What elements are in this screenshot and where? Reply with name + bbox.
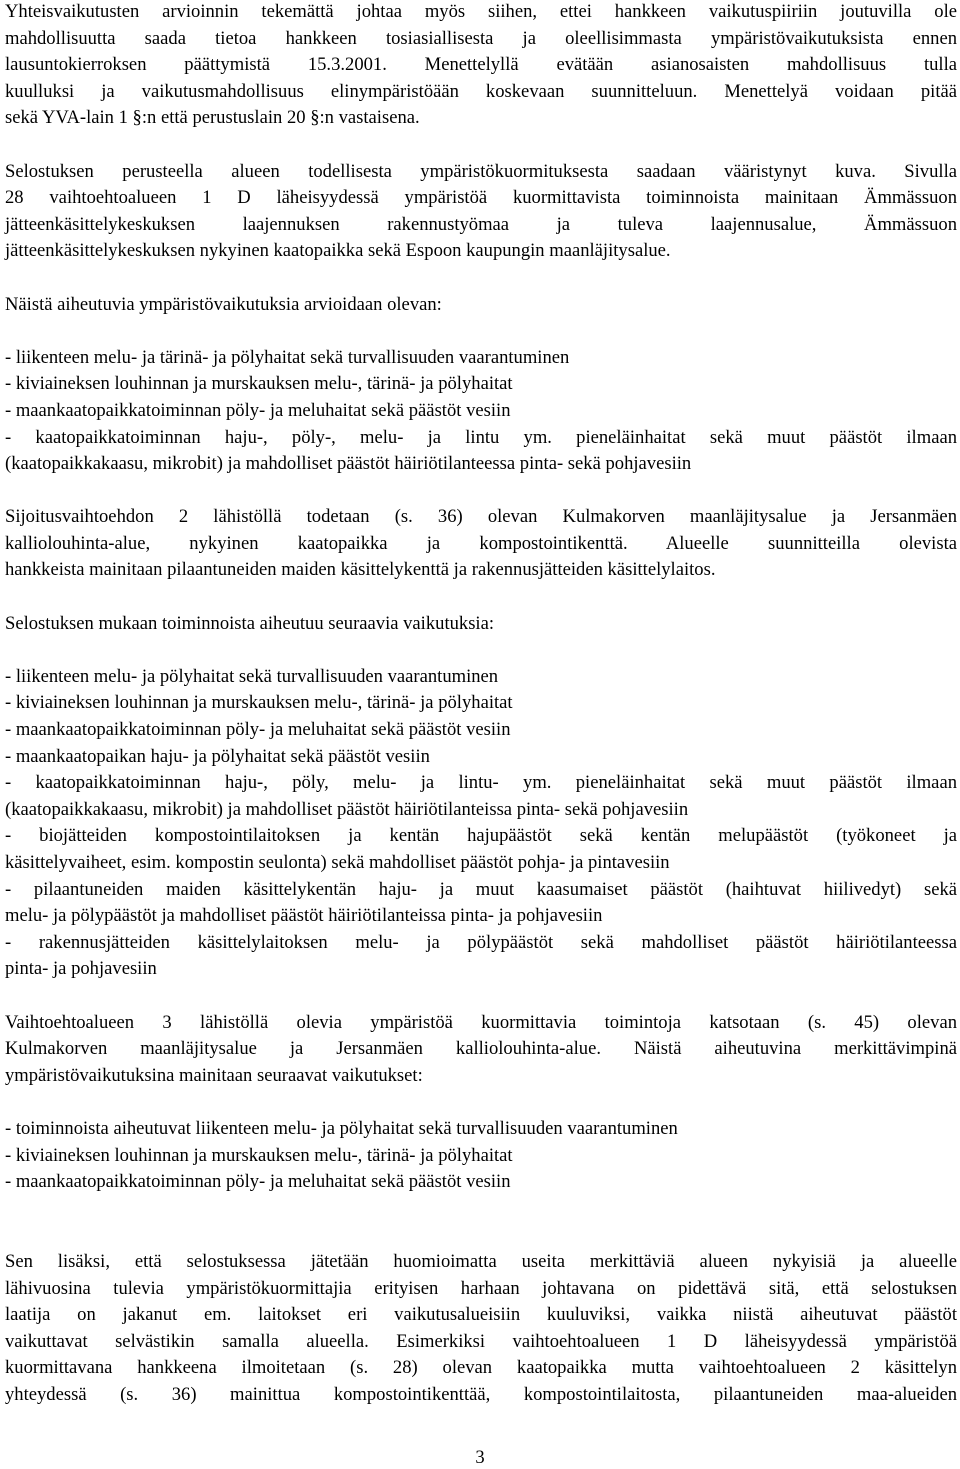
text-line: laatija on jakanut em. laitokset eri vaikutusalueisiin kuuluviksi, vaikka niistä aiheutuvat päästöt <box>5 1304 957 1326</box>
paragraph-sen-lisaksi <box>5 1249 957 1409</box>
list-item: - kaatopaikkatoiminnan haju-, pöly, melu- ja lintu- ym. pieneläinhaitat sekä muut päästöt ilmaan <box>5 772 957 794</box>
list-item: - maankaatopaikkatoiminnan pöly- ja meluhaitat sekä päästöt vesiin <box>5 1171 511 1193</box>
list-item: - pilaantuneiden maiden käsittelykentän haju- ja muut kaasumaiset päästöt (haihtuvat hiilivedyt) sekä <box>5 878 957 900</box>
paragraph-vaihtoehtoalueen-3 <box>5 1010 957 1090</box>
text-line: yhteydessä (s. 36) mainittua kompostointikenttää, kompostointilaitosta, pilaantuneiden maa-alueiden <box>5 1383 957 1405</box>
paragraph-gap <box>5 983 957 1010</box>
paragraph-gap <box>5 1089 957 1116</box>
list-item-continuation: (kaatopaikkakaasu, mikrobit) ja mahdolliset päästöt häiriötilanteessa pinta- sekä pohjavesiin <box>5 453 692 475</box>
list-item-continuation: melu- ja pölypäästöt ja mahdolliset päästöt häiriötilanteissa pinta- ja pohjavesiin <box>5 905 603 927</box>
impact-list-3 <box>5 1116 957 1196</box>
list-item: - maankaatopaikkatoiminnan pöly- ja meluhaitat sekä päästöt vesiin <box>5 719 511 741</box>
impact-list-2 <box>5 664 957 983</box>
list-item: - biojätteiden kompostointilaitoksen ja kentän hajupäästöt sekä kentän melupäästöt (työkoneet ja <box>5 825 957 847</box>
paragraph-naista-aiheutuvia <box>5 292 957 319</box>
list-item: - kaatopaikkatoiminnan haju-, pöly-, melu- ja lintu ym. pieneläinhaitat sekä muut päästöt ilmaan <box>5 426 957 448</box>
paragraph-gap <box>5 132 957 159</box>
text-line: Kulmakorven maanläjitysalue ja Jersanmäen kalliolouhinta-alue. Näistä aiheutuvina merkittävimpinä <box>5 1038 957 1060</box>
text-line: Sen lisäksi, että selostuksessa jätetään huomioimatta useita merkittäviä alueen nykyisiä ja alueelle <box>5 1250 957 1272</box>
list-item: - maankaatopaikan haju- ja pölyhaitat sekä päästöt vesiin <box>5 745 430 767</box>
list-item-continuation: pinta- ja pohjavesiin <box>5 958 157 980</box>
list-item: - rakennusjätteiden käsittelylaitoksen melu- ja pölypäästöt sekä mahdolliset päästöt häiriötilanteessa <box>5 931 957 953</box>
text-line: Yhteisvaikutusten arvioinnin tekemättä johtaa myös siihen, ettei hankkeen vaikutuspiiriin joutuvilla ole <box>5 1 957 22</box>
text-line: Selostuksen mukaan toiminnoista aiheutuu seuraavia vaikutuksia: <box>5 612 495 634</box>
paragraph-sijoitusvaihtoehdon-2 <box>5 504 957 584</box>
paragraph-gap <box>5 265 957 292</box>
text-line: mahdollisuutta saada tietoa hankkeen tosiasiallisesta ja oleellisimmasta ympäristövaikutuksista ennen <box>5 27 957 49</box>
list-item: - kiviaineksen louhinnan ja murskauksen melu-, tärinä- ja pölyhaitat <box>5 692 513 714</box>
text-line: jätteenkäsittelykeskuksen nykyinen kaatopaikka sekä Espoon kaupungin maanläjitysalue. <box>5 240 671 262</box>
paragraph-gap <box>5 478 957 505</box>
text-line: ympäristövaikutuksina mainitaan seuraavat vaikutukset: <box>5 1064 423 1086</box>
list-item: - liikenteen melu- ja pölyhaitat sekä turvallisuuden vaarantuminen <box>5 665 499 687</box>
paragraph-gap <box>5 318 957 345</box>
text-line: jätteenkäsittelykeskuksen laajennuksen rakennustyömaa ja tuleva laajennusalue, Ämmässuon <box>5 213 957 235</box>
text-line: kuormittavana hankkeena ilmoitetaan (s. 28) olevan kaatopaikka mutta vaihtoehtoalueen 2 käsittelyn <box>5 1357 957 1379</box>
text-line: Vaihtoehtoalueen 3 lähistöllä olevia ympäristöä kuormittavia toimintoja katsotaan (s. 45) olevan <box>5 1011 957 1033</box>
list-item-continuation: käsittelyvaiheet, esim. kompostin seulonta) sekä mahdolliset päästöt pohja- ja pintavesiin <box>5 852 670 873</box>
list-item: - maankaatopaikkatoiminnan pöly- ja meluhaitat sekä päästöt vesiin <box>5 399 511 421</box>
text-line: lähivuosina tulevia ympäristökuormittajia erityisen harhaan johtavana on pidettävä sitä, että selostuksen <box>5 1277 957 1299</box>
text-line: kalliolouhinta-alue, nykyinen kaatopaikka ja kompostointikenttä. Alueelle suunnitteilla olevista <box>5 532 957 554</box>
paragraph-gap <box>5 584 957 611</box>
paragraph-selostuksen-mukaan <box>5 611 957 638</box>
paragraph-gap <box>5 637 957 664</box>
text-line: lausuntokierroksen päättymistä 15.3.2001. Menettelyllä evätään asianosaisten mahdollisuus tulla <box>5 54 957 76</box>
list-item-continuation: (kaatopaikkakaasu, mikrobit) ja mahdolliset päästöt häiriötilanteissa pinta- sekä pohjavesiin <box>5 798 689 820</box>
text-line: Sijoitusvaihtoehdon 2 lähistöllä todetaan (s. 36) olevan Kulmakorven maanläjitysalue ja Jersanmäen <box>5 506 957 528</box>
text-line: vaikuttavat selvästikin samalla alueella. Esimerkiksi vaihtoehtoalueen 1 D läheisyydessä ympäristöä <box>5 1330 957 1352</box>
page-number: 3 <box>475 1447 485 1468</box>
list-item: - kiviaineksen louhinnan ja murskauksen melu-, tärinä- ja pölyhaitat <box>5 373 513 395</box>
text-line: Selostuksen perusteella alueen todellisesta ympäristökuormituksesta saadaan vääristynyt kuva. Sivulla <box>5 160 957 182</box>
list-item: - kiviaineksen louhinnan ja murskauksen melu-, tärinä- ja pölyhaitat <box>5 1144 513 1166</box>
paragraph-gap <box>5 1196 957 1249</box>
paragraph-selostuksen-perusteella <box>5 159 957 265</box>
impact-list-1 <box>5 345 957 478</box>
paragraph-yhteisvaikutukset <box>5 0 957 132</box>
document-page <box>5 0 957 1408</box>
text-line: hankkeista mainitaan pilaantuneiden maiden käsittelykenttä ja rakennusjätteiden käsittelylaitos. <box>5 559 716 581</box>
list-item: - liikenteen melu- ja tärinä- ja pölyhaitat sekä turvallisuuden vaarantuminen <box>5 346 570 368</box>
text-line: sekä YVA-lain 1 §:n että perustuslain 20 §:n vastaisena. <box>5 107 420 129</box>
text-line: 28 vaihtoehtoalueen 1 D läheisyydessä ympäristöä kuormittavista toiminnoista mainitaan Ämmässuon <box>5 187 957 209</box>
list-item: - toiminnoista aiheutuvat liikenteen melu- ja pölyhaitat sekä turvallisuuden vaarantuminen <box>5 1117 678 1139</box>
text-line: kuulluksi ja vaikutusmahdollisuus elinympäristöään koskevaan suunnitteluun. Menettelyä voidaan pitää <box>5 80 957 102</box>
text-line: Näistä aiheutuvia ympäristövaikutuksia arvioidaan olevan: <box>5 293 442 315</box>
